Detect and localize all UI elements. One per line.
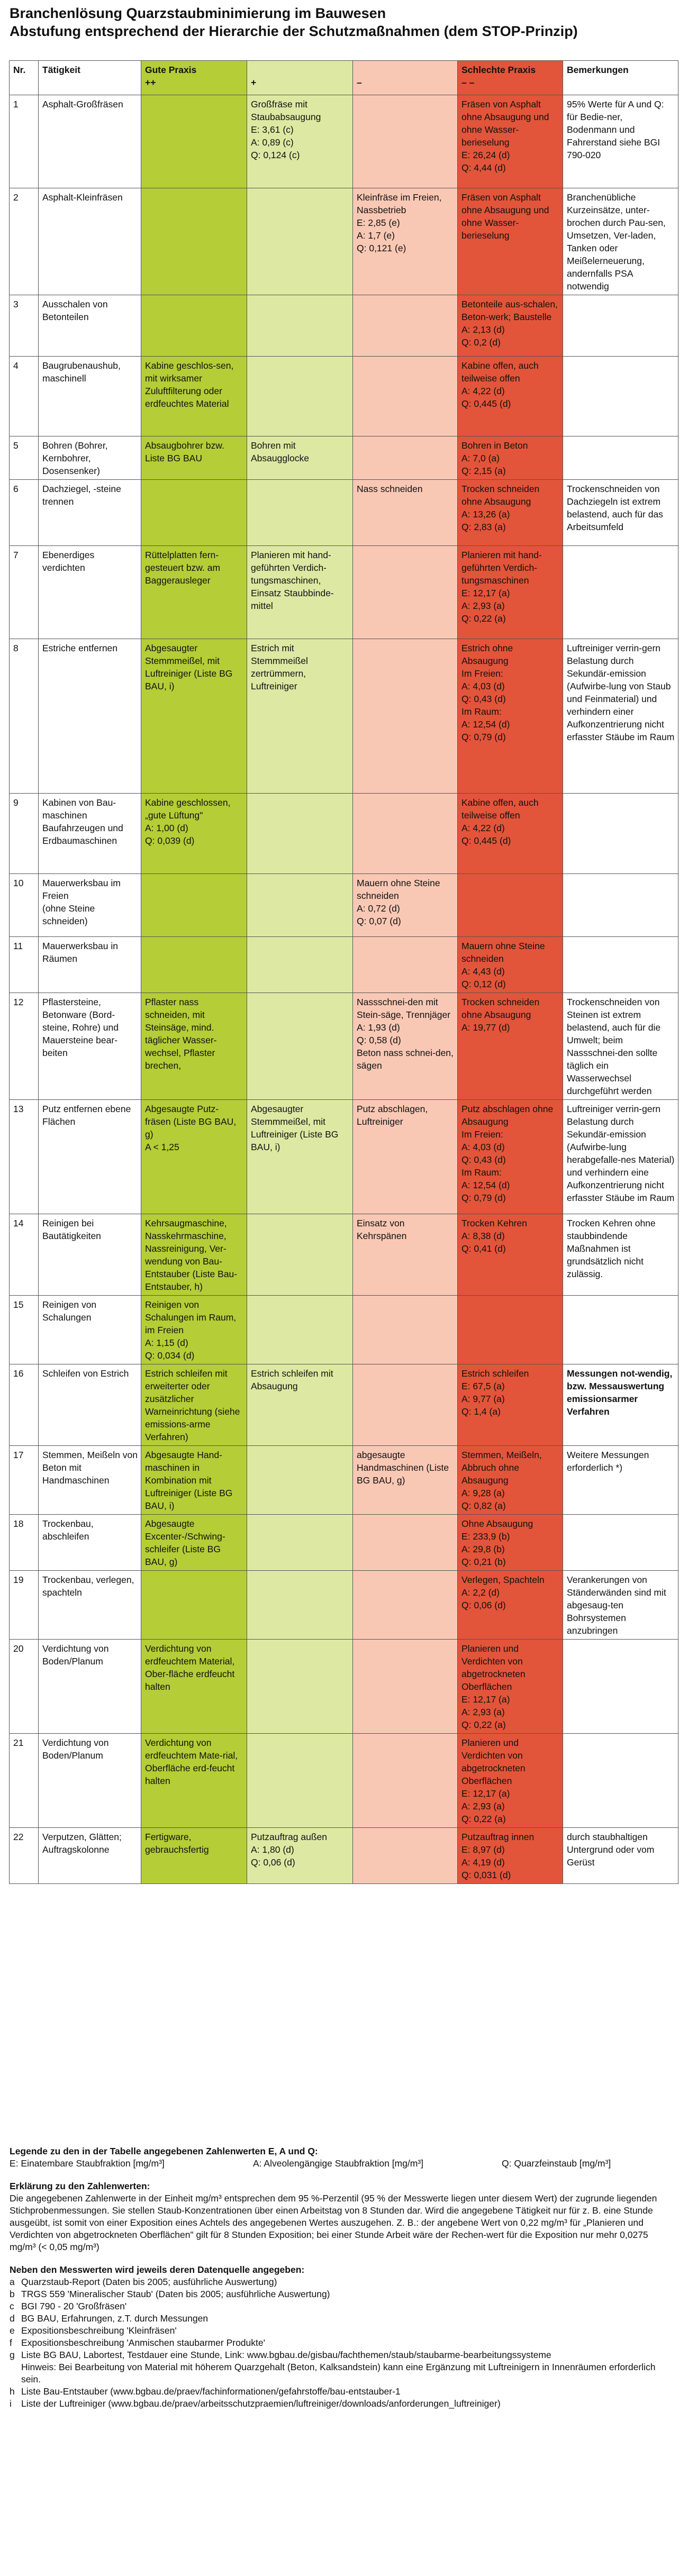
cell-bemerkungen <box>563 1515 678 1571</box>
source-text: Liste BG BAU, Labortest, Testdauer eine Stunde, Link: www.bgbau.de/gisbau/fachthemen/staub/staubarme-bearbeitungssysteme Hinweis: Bei Bearbeitung von Material mit höherem Quarzgehalt (Beton, Kalksandstein) kann eine Ergänzung mit Luftreinigern in Innenräumen erforderlich sein. <box>21 2350 656 2384</box>
table-row <box>10 794 678 874</box>
legend-heading: Legende zu den in der Tabelle angegebenen Zahlenwerten E, A und Q: <box>10 2146 318 2156</box>
cell-taetigkeit: Reinigen von Schalungen <box>39 1296 141 1364</box>
cell-minus: Nass schneiden <box>353 480 458 546</box>
title-line-1: Branchenlösung Quarzstaubminimierung im Bauwesen <box>10 5 386 21</box>
header-schlechte-praxis: Schlechte Praxis – – <box>458 61 563 95</box>
source-item <box>10 2337 676 2349</box>
cell-schlechte-praxis: Trocken schneiden ohne Absaugung A: 13,26 (a) Q: 2,83 (a) <box>458 480 563 546</box>
cell-nr: 12 <box>10 993 39 1100</box>
source-text: Liste der Luftreiniger (www.bgbau.de/praev/arbeitsschutzpraemien/luftreiniger/downloads/anforderungen_luftreiniger) <box>21 2398 501 2409</box>
source-key: b <box>10 2289 15 2299</box>
cell-taetigkeit: Trockenbau, abschleifen <box>39 1515 141 1571</box>
cell-bemerkungen <box>563 436 678 480</box>
cell-bemerkungen: Luftreiniger verrin-gern Belastung durch Sekundär-emission (Aufwirbe-lung von Staub und Feinmaterial) und verhindern einer Aufkonzentrierung nicht erfasster Stäube im Raum <box>563 639 678 794</box>
cell-plus: Bohren mit Absaugglocke <box>247 436 353 480</box>
table-row <box>10 1640 678 1734</box>
table-row <box>10 639 678 794</box>
cell-bemerkungen: Branchenübliche Kurzeinsätze, unter-brochen durch Pau-sen, Umsetzen, Ver-laden, Tanken oder Meißelerneuerung, andernfalls PSA notwendig <box>563 188 678 295</box>
cell-bemerkungen <box>563 1640 678 1734</box>
page-title <box>10 4 682 40</box>
measures-table <box>9 60 678 1884</box>
cell-nr: 11 <box>10 937 39 993</box>
source-item <box>10 2313 676 2325</box>
cell-taetigkeit: Trockenbau, verlegen, spachteln <box>39 1571 141 1640</box>
cell-nr: 22 <box>10 1828 39 1884</box>
cell-minus <box>353 937 458 993</box>
cell-minus: Putz abschlagen, Luftreiniger <box>353 1100 458 1214</box>
cell-schlechte-praxis: Trocken Kehren A: 8,38 (d) Q: 0,41 (d) <box>458 1214 563 1296</box>
cell-plus <box>247 295 353 357</box>
source-item <box>10 2288 676 2300</box>
notes-section <box>10 2145 676 2410</box>
source-item <box>10 2325 676 2337</box>
sources-list <box>10 2276 676 2410</box>
cell-bemerkungen: Messungen not-wendig, bzw. Messauswertung emissionsarmer Verfahren <box>563 1364 678 1446</box>
cell-taetigkeit: Bohren (Bohrer, Kernbohrer, Dosensenker) <box>39 436 141 480</box>
source-key: h <box>10 2386 15 2397</box>
cell-plus <box>247 1640 353 1734</box>
header-gute-praxis: Gute Praxis ++ <box>141 61 247 95</box>
cell-taetigkeit: Stemmen, Meißeln von Beton mit Handmaschinen <box>39 1446 141 1515</box>
cell-plus <box>247 1296 353 1364</box>
cell-schlechte-praxis: Betonteile aus-schalen, Beton-werk; Baustelle A: 2,13 (d) Q: 0,2 (d) <box>458 295 563 357</box>
source-text: Expositionsbeschreibung 'Anmischen staubarmer Produkte' <box>21 2337 265 2348</box>
cell-minus: Kleinfräse im Freien, Nassbetrieb E: 2,85 (e) A: 1,7 (e) Q: 0,121 (e) <box>353 188 458 295</box>
cell-bemerkungen: Weitere Messungen erforderlich *) <box>563 1446 678 1515</box>
table-row <box>10 546 678 639</box>
table-row <box>10 1296 678 1364</box>
source-key: c <box>10 2301 14 2311</box>
cell-taetigkeit: Mauerwerksbau in Räumen <box>39 937 141 993</box>
cell-taetigkeit: Ausschalen von Betonteilen <box>39 295 141 357</box>
cell-gute-praxis: Pflaster nass schneiden, mit Steinsäge, mind. täglicher Wasser-wechsel, Pflaster brechen, <box>141 993 247 1100</box>
sources-heading: Neben den Messwerten wird jeweils deren Datenquelle angegeben: <box>10 2264 305 2275</box>
header-plus: + <box>247 61 353 95</box>
source-item <box>10 2386 676 2398</box>
cell-schlechte-praxis: Kabine offen, auch teilweise offen A: 4,22 (d) Q: 0,445 (d) <box>458 357 563 436</box>
header-minus: – <box>353 61 458 95</box>
table-row <box>10 1571 678 1640</box>
table-row <box>10 1734 678 1828</box>
source-text: Quarzstaub-Report (Daten bis 2005; ausführliche Auswertung) <box>21 2277 277 2287</box>
cell-bemerkungen <box>563 295 678 357</box>
cell-minus: Einsatz von Kehrspänen <box>353 1214 458 1296</box>
explain-text: Die angegebenen Zahlenwerte in der Einheit mg/m³ entsprechen dem 95 %-Perzentil (95 % der Messwerte liegen unter diesem Wert) der zugrunde liegenden Stichprobenmessungen. Sie stellen Staub-Konzentrationen über einen Arbeitstag von 8 Stunden dar. Wird die angegebene Tätigkeit nur für z. B. eine Stunde ausgeübt, ist somit von einer Exposition eines Achtels des angegebenen Wertes auszugehen. Z. B.: der angebene Wert von 0,22 mg/m³ für „Planieren und Verdichten von abgetrockneten Oberflächen" gilt für 8 Stunden Exposition; bei einer Stunde Arbeit wäre der Rechen-wert für die Exposition nur mehr 0,0275 mg/m³ (< 0,05 mg/m³) <box>10 2193 657 2252</box>
source-key: f <box>10 2337 12 2348</box>
cell-nr: 6 <box>10 480 39 546</box>
cell-schlechte-praxis: Planieren und Verdichten von abgetrockneten Oberflächen E: 12,17 (a) A: 2,93 (a) Q: 0,22 (a) <box>458 1734 563 1828</box>
cell-gute-praxis: Abgesaugter Stemmmeißel, mit Luftreiniger (Liste BG BAU, i) <box>141 639 247 794</box>
source-text: BGI 790 - 20 'Großfräsen' <box>21 2301 127 2311</box>
cell-schlechte-praxis: Fräsen von Asphalt ohne Absaugung und ohne Wasser-berieselung <box>458 188 563 295</box>
cell-plus <box>247 1571 353 1640</box>
cell-plus: Planieren mit hand-geführten Verdich-tungsmaschinen, Einsatz Staubbinde-mittel <box>247 546 353 639</box>
cell-gute-praxis: Kabine geschlossen, „gute Lüftung" A: 1,00 (d) Q: 0,039 (d) <box>141 794 247 874</box>
cell-plus <box>247 1214 353 1296</box>
cell-plus <box>247 794 353 874</box>
cell-minus <box>353 357 458 436</box>
cell-taetigkeit: Pflastersteine, Betonware (Bord-steine, Rohre) und Mauersteine bear-beiten <box>39 993 141 1100</box>
cell-nr: 15 <box>10 1296 39 1364</box>
cell-gute-praxis <box>141 95 247 188</box>
legend-q: Q: Quarzfeinstaub [mg/m³] <box>502 2158 611 2169</box>
cell-nr: 1 <box>10 95 39 188</box>
cell-bemerkungen <box>563 546 678 639</box>
cell-taetigkeit: Verdichtung von Boden/Planum <box>39 1640 141 1734</box>
table-row <box>10 1828 678 1884</box>
table-row <box>10 1100 678 1214</box>
cell-schlechte-praxis: Putzauftrag innen E: 8,97 (d) A: 4,19 (d) Q: 0,031 (d) <box>458 1828 563 1884</box>
cell-gute-praxis: Abgesaugte Hand-maschinen in Kombination mit Luftreiniger (Liste BG BAU, i) <box>141 1446 247 1515</box>
table-row <box>10 188 678 295</box>
table-row <box>10 1364 678 1446</box>
cell-schlechte-praxis: Estrich ohne Absaugung Im Freien: A: 4,03 (d) Q: 0,43 (d) Im Raum: A: 12,54 (d) Q: 0,79 (d) <box>458 639 563 794</box>
cell-plus <box>247 1446 353 1515</box>
cell-nr: 19 <box>10 1571 39 1640</box>
cell-gute-praxis: Verdichtung von erdfeuchtem Material, Ober-fläche erdfeucht halten <box>141 1640 247 1734</box>
cell-gute-praxis: Reinigen von Schalungen im Raum, im Freien A: 1,15 (d) Q: 0,034 (d) <box>141 1296 247 1364</box>
cell-gute-praxis: Absaugbohrer bzw. Liste BG BAU <box>141 436 247 480</box>
cell-nr: 4 <box>10 357 39 436</box>
cell-nr: 20 <box>10 1640 39 1734</box>
cell-plus <box>247 1515 353 1571</box>
cell-bemerkungen <box>563 794 678 874</box>
cell-plus: Estrich mit Stemmmeißel zertrümmern, Luftreiniger <box>247 639 353 794</box>
cell-schlechte-praxis: Fräsen von Asphalt ohne Absaugung und ohne Wasser-berieselung E: 26,24 (d) Q: 4,44 (d) <box>458 95 563 188</box>
cell-bemerkungen: durch staubhaltigen Untergrund oder vom Gerüst <box>563 1828 678 1884</box>
cell-schlechte-praxis: Estrich schleifen E: 67,5 (a) A: 9,77 (a) Q: 1,4 (a) <box>458 1364 563 1446</box>
legend-a: A: Alveolengängige Staubfraktion [mg/m³] <box>253 2158 423 2169</box>
explain-heading: Erklärung zu den Zahlenwerten: <box>10 2181 150 2191</box>
source-key: a <box>10 2277 15 2287</box>
cell-gute-praxis <box>141 1571 247 1640</box>
cell-schlechte-praxis: Planieren mit hand-geführten Verdich-tungsmaschinen E: 12,17 (a) A: 2,93 (a) Q: 0,22 (a) <box>458 546 563 639</box>
table-row <box>10 436 678 480</box>
cell-minus <box>353 1571 458 1640</box>
cell-bemerkungen <box>563 357 678 436</box>
table-row <box>10 1214 678 1296</box>
cell-taetigkeit: Kabinen von Bau-maschinen Baufahrzeugen und Erdbaumaschinen <box>39 794 141 874</box>
cell-nr: 9 <box>10 794 39 874</box>
cell-plus <box>247 480 353 546</box>
cell-taetigkeit: Putz entfernen ebene Flächen <box>39 1100 141 1214</box>
cell-taetigkeit: Schleifen von Estrich <box>39 1364 141 1446</box>
source-key: i <box>10 2398 12 2409</box>
cell-nr: 3 <box>10 295 39 357</box>
cell-nr: 14 <box>10 1214 39 1296</box>
cell-taetigkeit: Dachziegel, -steine trennen <box>39 480 141 546</box>
cell-bemerkungen: Trockenschneiden von Dachziegeln ist extrem belastend, auch für das Arbeitsumfeld <box>563 480 678 546</box>
cell-bemerkungen <box>563 1734 678 1828</box>
cell-gute-praxis <box>141 937 247 993</box>
cell-taetigkeit: Verputzen, Glätten; Auftragskolonne <box>39 1828 141 1884</box>
cell-taetigkeit: Mauerwerksbau im Freien (ohne Steine schneiden) <box>39 874 141 937</box>
cell-nr: 21 <box>10 1734 39 1828</box>
table-body <box>10 95 678 1884</box>
cell-nr: 8 <box>10 639 39 794</box>
cell-schlechte-praxis: Ohne Absaugung E: 233,9 (b) A: 29,8 (b) Q: 0,21 (b) <box>458 1515 563 1571</box>
cell-bemerkungen: Trocken Kehren ohne staubbindende Maßnahmen ist grundsätzlich nicht zulässig. <box>563 1214 678 1296</box>
cell-minus <box>353 436 458 480</box>
cell-schlechte-praxis: Trocken schneiden ohne Absaugung A: 19,77 (d) <box>458 993 563 1100</box>
cell-bemerkungen <box>563 874 678 937</box>
cell-gute-praxis <box>141 480 247 546</box>
cell-taetigkeit: Reinigen bei Bautätigkeiten <box>39 1214 141 1296</box>
source-text: BG BAU, Erfahrungen, z.T. durch Messungen <box>21 2313 209 2324</box>
cell-bemerkungen: Verankerungen von Ständerwänden sind mit abgesaug-ten Bohrsystemen anzubringen <box>563 1571 678 1640</box>
cell-minus <box>353 1364 458 1446</box>
header-taetigkeit: Tätigkeit <box>39 61 141 95</box>
cell-plus: Estrich schleifen mit Absaugung <box>247 1364 353 1446</box>
cell-bemerkungen: Trockenschneiden von Steinen ist extrem belastend, auch für die Umwelt; beim Nassschnei-den sollte täglich ein Wasserwechsel durchgeführt werden <box>563 993 678 1100</box>
cell-minus <box>353 794 458 874</box>
cell-schlechte-praxis: Bohren in Beton A: 7,0 (a) Q: 2,15 (a) <box>458 436 563 480</box>
cell-gute-praxis: Abgesaugte Excenter-/Schwing-schleifer (Liste BG BAU, g) <box>141 1515 247 1571</box>
cell-schlechte-praxis: Verlegen, Spachteln A: 2,2 (d) Q: 0,06 (d) <box>458 1571 563 1640</box>
cell-taetigkeit: Ebenerdiges verdichten <box>39 546 141 639</box>
source-item <box>10 2398 676 2410</box>
cell-minus <box>353 295 458 357</box>
header-nr: Nr. <box>10 61 39 95</box>
cell-plus <box>247 874 353 937</box>
cell-bemerkungen: 95% Werte für A und Q: für Bedie-ner, Bodenmann und Fahrerstand siehe BGI 790-020 <box>563 95 678 188</box>
cell-minus <box>353 639 458 794</box>
cell-bemerkungen <box>563 1296 678 1364</box>
cell-minus <box>353 1640 458 1734</box>
cell-plus <box>247 937 353 993</box>
cell-nr: 5 <box>10 436 39 480</box>
cell-gute-praxis <box>141 188 247 295</box>
cell-schlechte-praxis: Planieren und Verdichten von abgetrockneten Oberflächen E: 12,17 (a) A: 2,93 (a) Q: 0,22 (a) <box>458 1640 563 1734</box>
cell-minus <box>353 1734 458 1828</box>
cell-taetigkeit: Baugrubenaushub, maschinell <box>39 357 141 436</box>
cell-minus <box>353 546 458 639</box>
table-row <box>10 1446 678 1515</box>
table-row <box>10 874 678 937</box>
cell-taetigkeit: Asphalt-Kleinfräsen <box>39 188 141 295</box>
cell-schlechte-praxis: Stemmen, Meißeln, Abbruch ohne Absaugung A: 9,28 (a) Q: 0,82 (a) <box>458 1446 563 1515</box>
cell-gute-praxis: Kehrsaugmaschine, Nasskehrmaschine, Nassreinigung, Ver-wendung von Bau-Entstauber (Liste Bau-Entstauber, h) <box>141 1214 247 1296</box>
cell-minus <box>353 1828 458 1884</box>
cell-nr: 10 <box>10 874 39 937</box>
table-row <box>10 1515 678 1571</box>
source-item <box>10 2276 676 2288</box>
cell-taetigkeit: Verdichtung von Boden/Planum <box>39 1734 141 1828</box>
cell-minus <box>353 1296 458 1364</box>
cell-bemerkungen: Luftreiniger verrin-gern Belastung durch Sekundär-emission (Aufwirbe-lung herabgefalle-nes Material) und verhindern eine Aufkonzentrierung nicht erfasster Stäube im Raum <box>563 1100 678 1214</box>
table-row <box>10 480 678 546</box>
source-key: g <box>10 2350 15 2360</box>
table-row <box>10 357 678 436</box>
source-key: d <box>10 2313 15 2324</box>
source-text: TRGS 559 'Mineralischer Staub' (Daten bis 2005; ausführliche Auswertung) <box>21 2289 330 2299</box>
cell-schlechte-praxis: Putz abschlagen ohne Absaugung Im Freien: A: 4,03 (d) Q: 0,43 (d) Im Raum: A: 12,54 (d) Q: 0,79 (d) <box>458 1100 563 1214</box>
table-header-row <box>10 61 678 95</box>
cell-taetigkeit: Asphalt-Großfräsen <box>39 95 141 188</box>
cell-nr: 2 <box>10 188 39 295</box>
cell-gute-praxis <box>141 874 247 937</box>
title-line-2: Abstufung entsprechend der Hierarchie der Schutzmaßnahmen (dem STOP-Prinzip) <box>10 23 578 39</box>
cell-gute-praxis: Verdichtung von erdfeuchtem Mate-rial, Oberfläche erd-feucht halten <box>141 1734 247 1828</box>
cell-minus: abgesaugte Handmaschinen (Liste BG BAU, g) <box>353 1446 458 1515</box>
cell-minus: Mauern ohne Steine schneiden A: 0,72 (d) Q: 0,07 (d) <box>353 874 458 937</box>
table-row <box>10 295 678 357</box>
cell-gute-praxis <box>141 295 247 357</box>
cell-gute-praxis: Abgesaugte Putz-fräsen (Liste BG BAU, g) A < 1,25 <box>141 1100 247 1214</box>
cell-minus: Nassschnei-den mit Stein-säge, Trennjäger A: 1,93 (d) Q: 0,58 (d) Beton nass schnei-den, sägen <box>353 993 458 1100</box>
cell-minus <box>353 1515 458 1571</box>
source-text: Liste Bau-Entstauber (www.bgbau.de/praev/fachinformationen/gefahrstoffe/bau-entstauber-1 <box>21 2386 401 2397</box>
cell-schlechte-praxis <box>458 1296 563 1364</box>
table-row <box>10 937 678 993</box>
cell-schlechte-praxis <box>458 874 563 937</box>
table-row <box>10 993 678 1100</box>
cell-bemerkungen <box>563 937 678 993</box>
source-text: Expositionsbeschreibung 'Kleinfräsen' <box>21 2325 177 2336</box>
cell-gute-praxis: Rüttelplatten fern-gesteuert bzw. am Baggerausleger <box>141 546 247 639</box>
cell-plus: Abgesaugter Stemmmeißel, mit Luftreiniger (Liste BG BAU, i) <box>247 1100 353 1214</box>
source-item <box>10 2300 676 2313</box>
cell-nr: 13 <box>10 1100 39 1214</box>
source-key: e <box>10 2325 15 2336</box>
cell-nr: 18 <box>10 1515 39 1571</box>
cell-gute-praxis: Fertigware, gebrauchsfertig <box>141 1828 247 1884</box>
cell-nr: 7 <box>10 546 39 639</box>
cell-plus <box>247 188 353 295</box>
cell-nr: 16 <box>10 1364 39 1446</box>
table-row <box>10 95 678 188</box>
cell-schlechte-praxis: Mauern ohne Steine schneiden A: 4,43 (d) Q: 0,12 (d) <box>458 937 563 993</box>
cell-plus: Großfräse mit Staubabsaugung E: 3,61 (c) A: 0,89 (c) Q: 0,124 (c) <box>247 95 353 188</box>
legend-e: E: Einatembare Staubfraktion [mg/m³] <box>10 2158 165 2169</box>
cell-taetigkeit: Estriche entfernen <box>39 639 141 794</box>
cell-minus <box>353 95 458 188</box>
cell-nr: 17 <box>10 1446 39 1515</box>
legend-row <box>10 2158 676 2170</box>
cell-schlechte-praxis: Kabine offen, auch teilweise offen A: 4,22 (d) Q: 0,445 (d) <box>458 794 563 874</box>
cell-plus <box>247 357 353 436</box>
cell-plus <box>247 1734 353 1828</box>
header-bemerkungen: Bemerkungen <box>563 61 678 95</box>
cell-plus: Putzauftrag außen A: 1,80 (d) Q: 0,06 (d) <box>247 1828 353 1884</box>
source-item <box>10 2349 676 2386</box>
cell-gute-praxis: Kabine geschlos-sen, mit wirksamer Zuluftfilterung oder erdfeuchtes Material <box>141 357 247 436</box>
cell-gute-praxis: Estrich schleifen mit erweiterter oder zusätzlicher Warneinrichtung (siehe emissions-arme Verfahren) <box>141 1364 247 1446</box>
cell-plus <box>247 993 353 1100</box>
